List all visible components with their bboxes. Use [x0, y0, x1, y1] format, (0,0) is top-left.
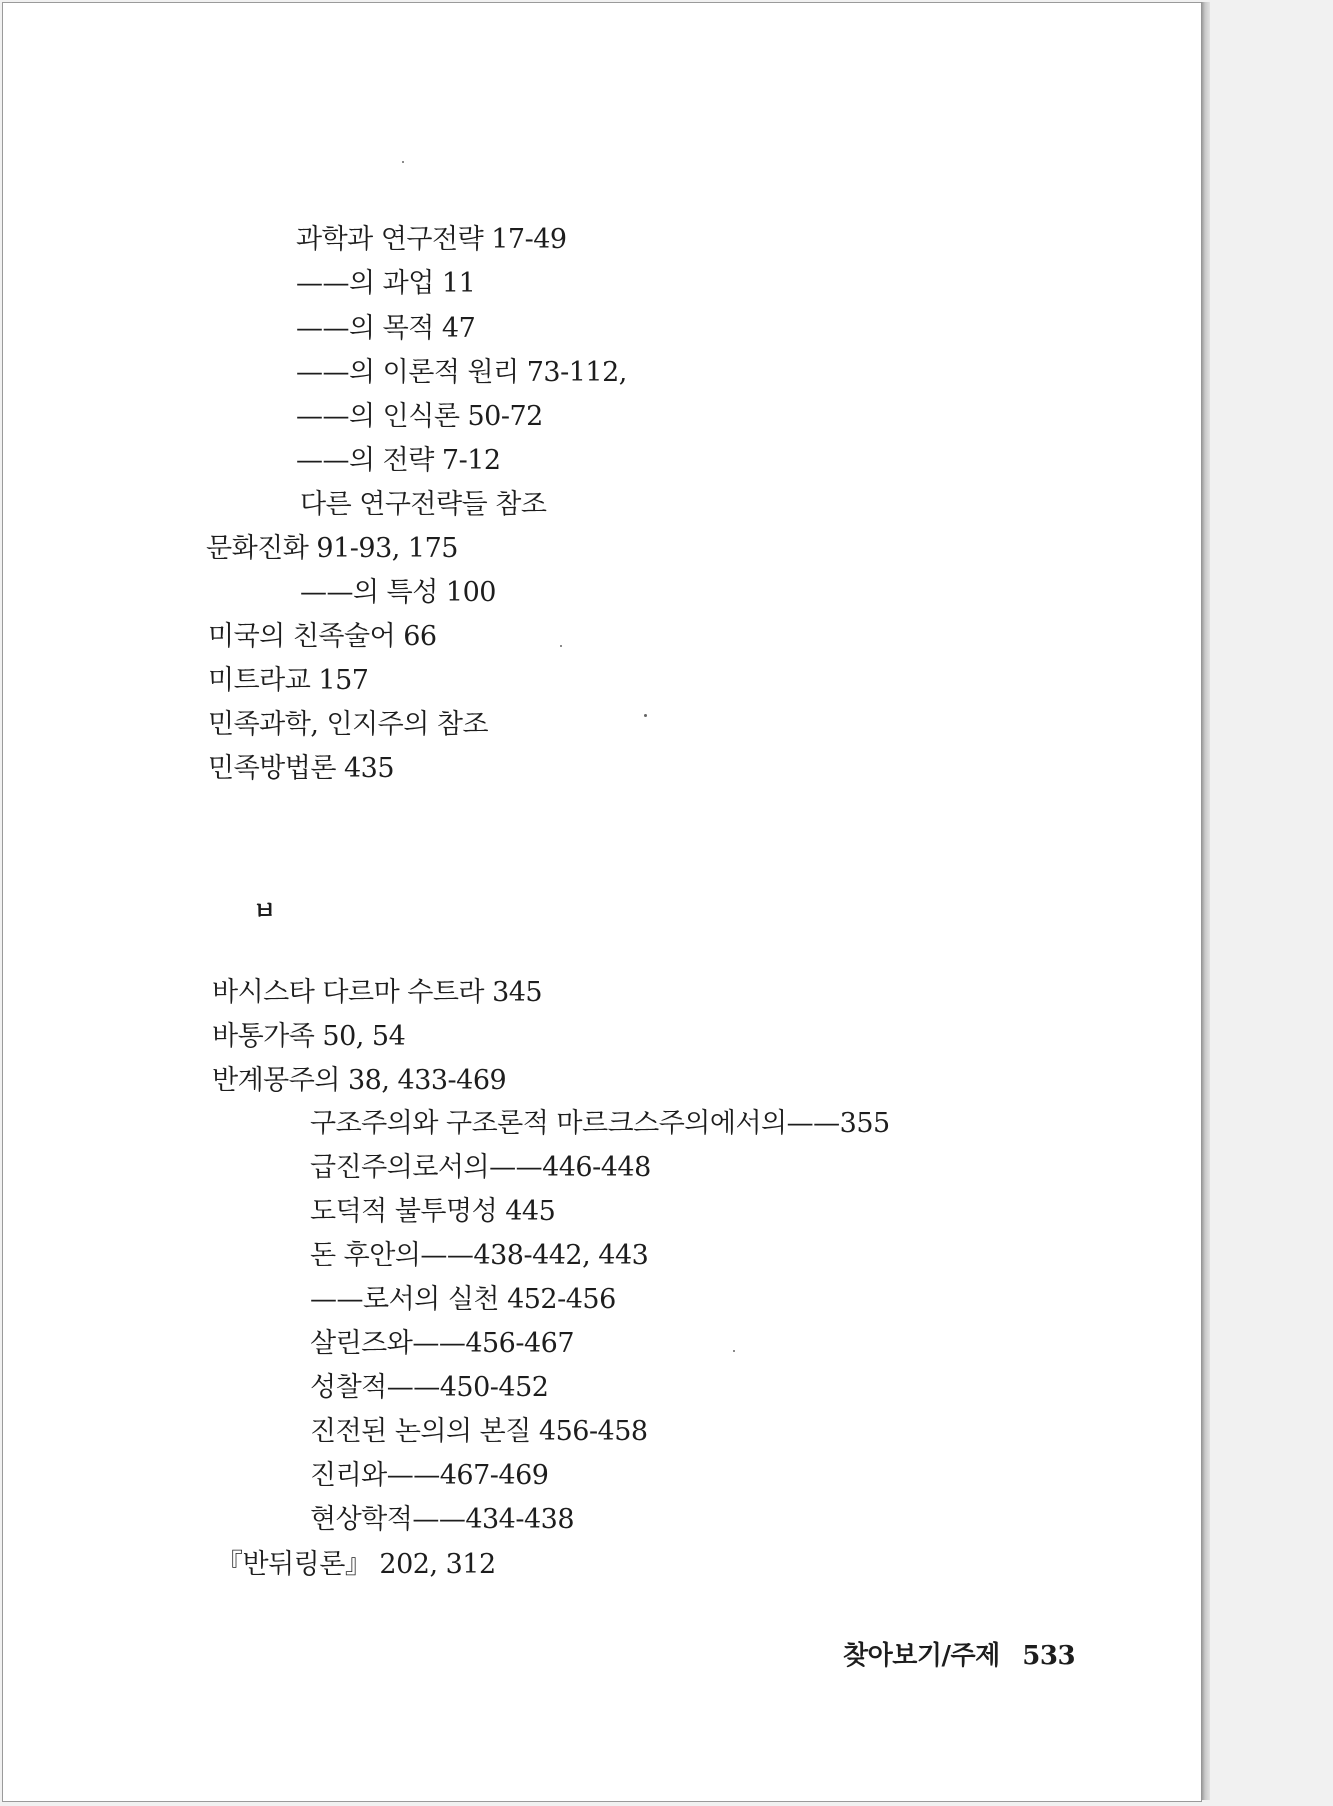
- index-entry: 『반뒤링론』 202, 312: [216, 1549, 496, 1580]
- page-edge-shadow: [1201, 2, 1210, 1800]
- index-entry: 미국의 친족술어 66: [208, 621, 437, 652]
- running-title: [843, 1635, 1075, 1672]
- index-entry: ——의 전략 7-12: [296, 445, 501, 476]
- index-entry: 성찰적——450-452: [310, 1372, 549, 1403]
- scan-speck: [644, 714, 647, 717]
- index-entry: 진전된 논의의 본질 456-458: [310, 1416, 648, 1447]
- index-entry: ——의 과업 11: [296, 268, 476, 299]
- index-entry: 민족과학, 인지주의 참조: [208, 709, 489, 740]
- page-number: 533: [1022, 1641, 1076, 1671]
- index-entry: ——의 특성 100: [300, 577, 496, 608]
- scan-speck: [402, 161, 404, 163]
- index-entry: ——의 이론적 원리 73-112,: [296, 357, 627, 388]
- index-entry: 급진주의로서의——446-448: [310, 1152, 651, 1183]
- book-page: [2, 2, 1202, 1802]
- index-entry: 현상학적——434-438: [310, 1504, 575, 1535]
- index-entry: 구조주의와 구조론적 마르크스주의에서의——355: [310, 1108, 890, 1139]
- index-entry: 다른 연구전략들 참조: [300, 489, 547, 520]
- index-entry: 바통가족 50, 54: [212, 1021, 406, 1052]
- index-entry: ——의 목적 47: [296, 313, 476, 344]
- index-entry: ——의 인식론 50-72: [296, 401, 543, 432]
- index-entry: 바시스타 다르마 수트라 345: [212, 977, 543, 1008]
- index-entry: 도덕적 불투명성 445: [310, 1196, 556, 1227]
- index-entry: 과학과 연구전략 17-49: [296, 224, 567, 255]
- scan-speck: [560, 645, 562, 647]
- index-entry: 진리와——467-469: [310, 1460, 549, 1491]
- index-entry: ——로서의 실천 452-456: [310, 1284, 616, 1315]
- running-title-text: 찾아보기/주제: [843, 1641, 1000, 1671]
- section-letter: ㅂ: [253, 896, 277, 925]
- index-entry: 살린즈와——456-467: [310, 1328, 575, 1359]
- index-entry: 문화진화 91-93, 175: [206, 533, 458, 564]
- scan-speck: [733, 1350, 735, 1352]
- index-entry: 민족방법론 435: [208, 753, 395, 784]
- index-entry: 미트라교 157: [208, 665, 369, 696]
- index-entry: 돈 후안의——438-442, 443: [310, 1240, 649, 1271]
- index-entry: 반계몽주의 38, 433-469: [212, 1065, 507, 1096]
